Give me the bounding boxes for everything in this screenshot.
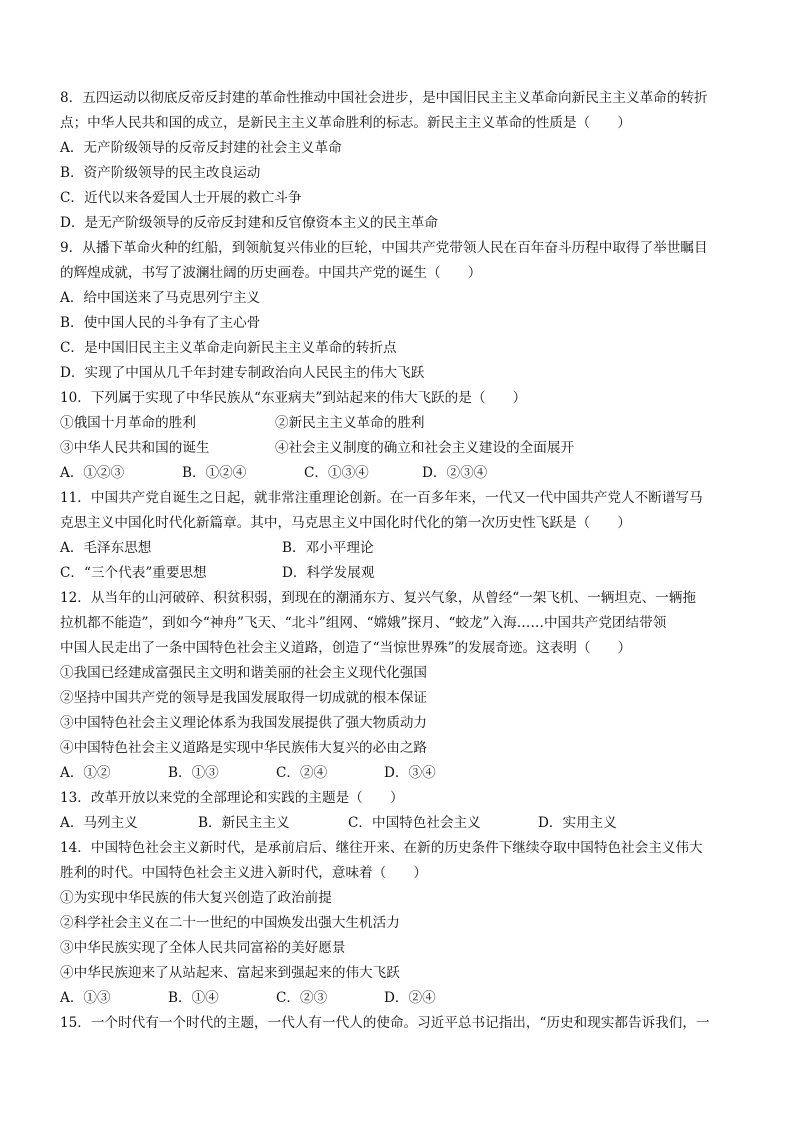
q12-option-a: A．①② xyxy=(60,765,111,781)
q12-stem-line2: 拉机都不能造”，到如今“神舟”飞天、“北斗”组网、“嫦娥”探月、“蛟龙”入海……中国共产党团结带领 xyxy=(60,615,667,631)
q12-stem-line1: 12．从当年的山河破碎、积贫积弱，到现在的潮涌东方、复兴气象，从曾经“一架飞机、一辆坦克、一辆拖 xyxy=(60,590,696,606)
q10-option-c: C．①③④ xyxy=(304,465,369,481)
exam-page xyxy=(60,86,736,1036)
q14-option-b: B．①④ xyxy=(168,990,219,1006)
q10-options xyxy=(60,461,736,486)
q11-option-c: C．“三个代表”重要思想 xyxy=(60,565,207,581)
q12-statement-2: ②坚持中国共产党的领导是我国发展取得一切成就的根本保证 xyxy=(60,690,428,706)
q11-option-a: A．毛泽东思想 xyxy=(60,540,152,556)
q10-stem-line1: 10．下列属于实现了中华民族从“东亚病夫”到站起来的伟大飞跃的是（ ） xyxy=(60,390,527,406)
q14-stem-line1: 14．中国特色社会主义新时代，是承前启后、继往开来、在新的历史条件下继续夺取中国特色社会主义伟大 xyxy=(60,840,703,856)
q9-option-a: A．给中国送来了马克思列宁主义 xyxy=(60,290,261,306)
q13-stem-line1: 13．改革开放以来党的全部理论和实践的主题是（ ） xyxy=(60,790,404,806)
q10-statement-2: ②新民主主义革命的胜利 xyxy=(275,415,425,431)
q9-option-c: C．是中国旧民主主义革命走向新民主主义革命的转折点 xyxy=(60,340,397,356)
q8-stem-line2: 点；中华人民共和国的成立，是新民主主义革命胜利的标志。新民主主义革命的性质是（ ） xyxy=(60,115,631,131)
q11-option-d: D．科学发展观 xyxy=(282,565,375,581)
q11-stem-line1: 11．中国共产党自诞生之日起，就非常注重理论创新。在一百多年来，一代又一代中国共产党人不断谱写马 xyxy=(60,490,703,506)
q12-statement-4: ④中国特色社会主义道路是实现中华民族伟大复兴的必由之路 xyxy=(60,740,428,756)
q11-options-row1 xyxy=(60,536,736,561)
q9-option-d: D．实现了中国从几千年封建专制政治向人民民主的伟大飞跃 xyxy=(60,365,425,381)
q11-options-row2 xyxy=(60,561,736,586)
q8-option-b: B．资产阶级领导的民主改良运动 xyxy=(60,165,261,181)
q10-statements-row1 xyxy=(60,411,736,436)
q10-option-b: B．①②④ xyxy=(182,465,247,481)
q12-options xyxy=(60,761,736,786)
q13-options xyxy=(60,811,736,836)
q12-statement-1: ①我国已经建成富强民主文明和谐美丽的社会主义现代化强国 xyxy=(60,665,428,681)
q10-statement-1: ①俄国十月革命的胜利 xyxy=(60,415,196,431)
q8-option-d: D．是无产阶级领导的反帝反封建和反官僚资本主义的民主革命 xyxy=(60,215,438,231)
q10-option-a: A．①②③ xyxy=(60,465,125,481)
q9-option-b: B．使中国人民的斗争有了主心骨 xyxy=(60,315,261,331)
q8-option-a: A．无产阶级领导的反帝反封建的社会主义革命 xyxy=(60,140,342,156)
q8-stem-line1: 8．五四运动以彻底反帝反封建的革命性推动中国社会进步，是中国旧民主主义革命向新民主主义革命的转折 xyxy=(60,90,708,106)
q12-stem-line3: 中国人民走出了一条中国特色社会主义道路，创造了“当惊世界殊”的发展奇迹。这表明（ ） xyxy=(60,640,632,656)
q12-option-d: D．③④ xyxy=(384,765,436,781)
q10-option-d: D．②③④ xyxy=(422,465,488,481)
q14-statement-1: ①为实现中华民族的伟大复兴创造了政治前提 xyxy=(60,890,332,906)
q9-stem-line2: 的辉煌成就，书写了波澜壮阔的历史画卷。中国共产党的诞生（ ） xyxy=(60,265,482,281)
q14-option-c: C．②③ xyxy=(276,990,328,1006)
q13-option-b: B．新民主主义 xyxy=(198,815,290,831)
q13-option-c: C．中国特色社会主义 xyxy=(348,815,481,831)
q13-option-a: A．马列主义 xyxy=(60,815,138,831)
q12-option-c: C．②④ xyxy=(276,765,328,781)
q15-stem-line1: 15．一个时代有一个时代的主题，一代人有一代人的使命。习近平总书记指出，“历史和现实都告诉我们，一 xyxy=(60,1015,710,1031)
q12-option-b: B．①③ xyxy=(168,765,219,781)
q14-statement-2: ②科学社会主义在二十一世纪的中国焕发出强大生机活力 xyxy=(60,915,400,931)
q9-stem-line1: 9．从播下革命火种的红船，到领航复兴伟业的巨轮，中国共产党带领人民在百年奋斗历程中取得了举世瞩目 xyxy=(60,240,708,256)
q11-option-b: B．邓小平理论 xyxy=(282,540,374,556)
q10-statements-row2 xyxy=(60,436,736,461)
q13-option-d: D．实用主义 xyxy=(538,815,617,831)
q14-option-a: A．①③ xyxy=(60,990,111,1006)
q14-statement-4: ④中华民族迎来了从站起来、富起来到强起来的伟大飞跃 xyxy=(60,965,400,981)
q12-statement-3: ③中国特色社会主义理论体系为我国发展提供了强大物质动力 xyxy=(60,715,428,731)
q14-statement-3: ③中华民族实现了全体人民共同富裕的美好愿景 xyxy=(60,940,346,956)
q14-options xyxy=(60,986,736,1011)
q8-option-c: C．近代以来各爱国人士开展的救亡斗争 xyxy=(60,190,302,206)
q10-statement-3: ③中华人民共和国的诞生 xyxy=(60,440,210,456)
q10-statement-4: ④社会主义制度的确立和社会主义建设的全面展开 xyxy=(275,440,575,456)
q14-stem-line2: 胜利的时代。中国特色社会主义进入新时代，意味着（ ） xyxy=(60,865,428,881)
q11-stem-line2: 克思主义中国化时代化新篇章。其中，马克思主义中国化时代化的第一次历史性飞跃是（ ） xyxy=(60,515,631,531)
q14-option-d: D．②④ xyxy=(384,990,436,1006)
